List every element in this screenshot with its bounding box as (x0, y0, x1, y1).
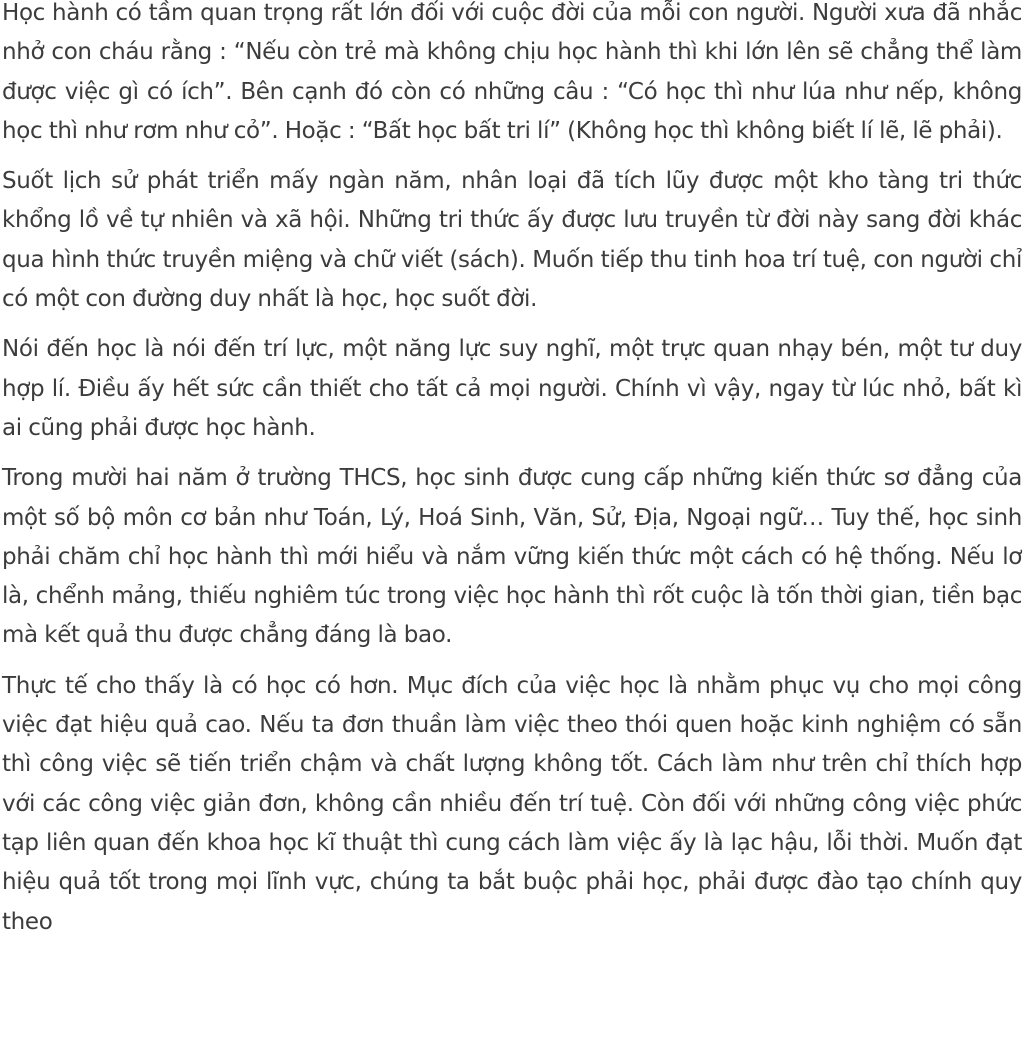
paragraph-2: Suốt lịch sử phát triển mấy ngàn năm, nhân loại đã tích lũy được một kho tàng tri thức khổng lồ về tự nhiên và xã hội. Những tri thức ấy được lưu truyền từ đời này sang đời khác qua hình thức truyền miệng và chữ viết (sách). Muốn tiếp thu tinh hoa trí tuệ, con người chỉ có một con đường duy nhất là học, học suốt đời. (2, 168, 1022, 313)
paragraph-5: Thực tế cho thấy là có học có hơn. Mục đích của việc học là nhằm phục vụ cho mọi công việc đạt hiệu quả cao. Nếu ta đơn thuần làm việc theo thói quen hoặc kinh nghiệm có sẵn thì công việc sẽ tiến triển chậm và chất lượng không tốt. Cách làm như trên chỉ thích hợp với các công việc giản đơn, không cần nhiều đến trí tuệ. Còn đối với những công việc phức tạp liên quan đến khoa học kĩ thuật thì cung cách làm việc ấy là lạc hậu, lỗi thời. Muốn đạt hiệu quả tốt trong mọi lĩnh vực, chúng ta bắt buộc phải học, phải được đào tạo chính quy theo (2, 672, 1022, 935)
paragraph-1: Học hành có tầm quan trọng rất lớn đối với cuộc đời của mỗi con người. Người xưa đã nhắc nhở con cháu rằng : “Nếu còn trẻ mà không chịu học hành thì khi lớn lên sẽ chẳng thể làm được việc gì có ích”. Bên cạnh đó còn có những câu : “Có học thì như lúa như nếp, không học thì như rơm như cỏ”. Hoặc : “Bất học bất tri lí” (Không học thì không biết lí lẽ, lẽ phải). (2, 0, 1022, 144)
paragraph-3: Nói đến học là nói đến trí lực, một năng lực suy nghĩ, một trực quan nhạy bén, một tư duy hợp lí. Điều ấy hết sức cần thiết cho tất cả mọi người. Chính vì vậy, ngay từ lúc nhỏ, bất kì ai cũng phải được học hành. (2, 336, 1022, 441)
paragraph-4: Trong mười hai năm ở trường THCS, học sinh được cung cấp những kiến thức sơ đẳng của một số bộ môn cơ bản như Toán, Lý, Hoá Sinh, Văn, Sử, Địa, Ngoại ngữ… Tuy thế, học sinh phải chăm chỉ học hành thì mới hiểu và nắm vững kiến thức một cách có hệ thống. Nếu lơ là, chểnh mảng, thiếu nghiêm túc trong việc học hành thì rốt cuộc là tốn thời gian, tiền bạc mà kết quả thu được chẳng đáng là bao. (2, 465, 1022, 649)
